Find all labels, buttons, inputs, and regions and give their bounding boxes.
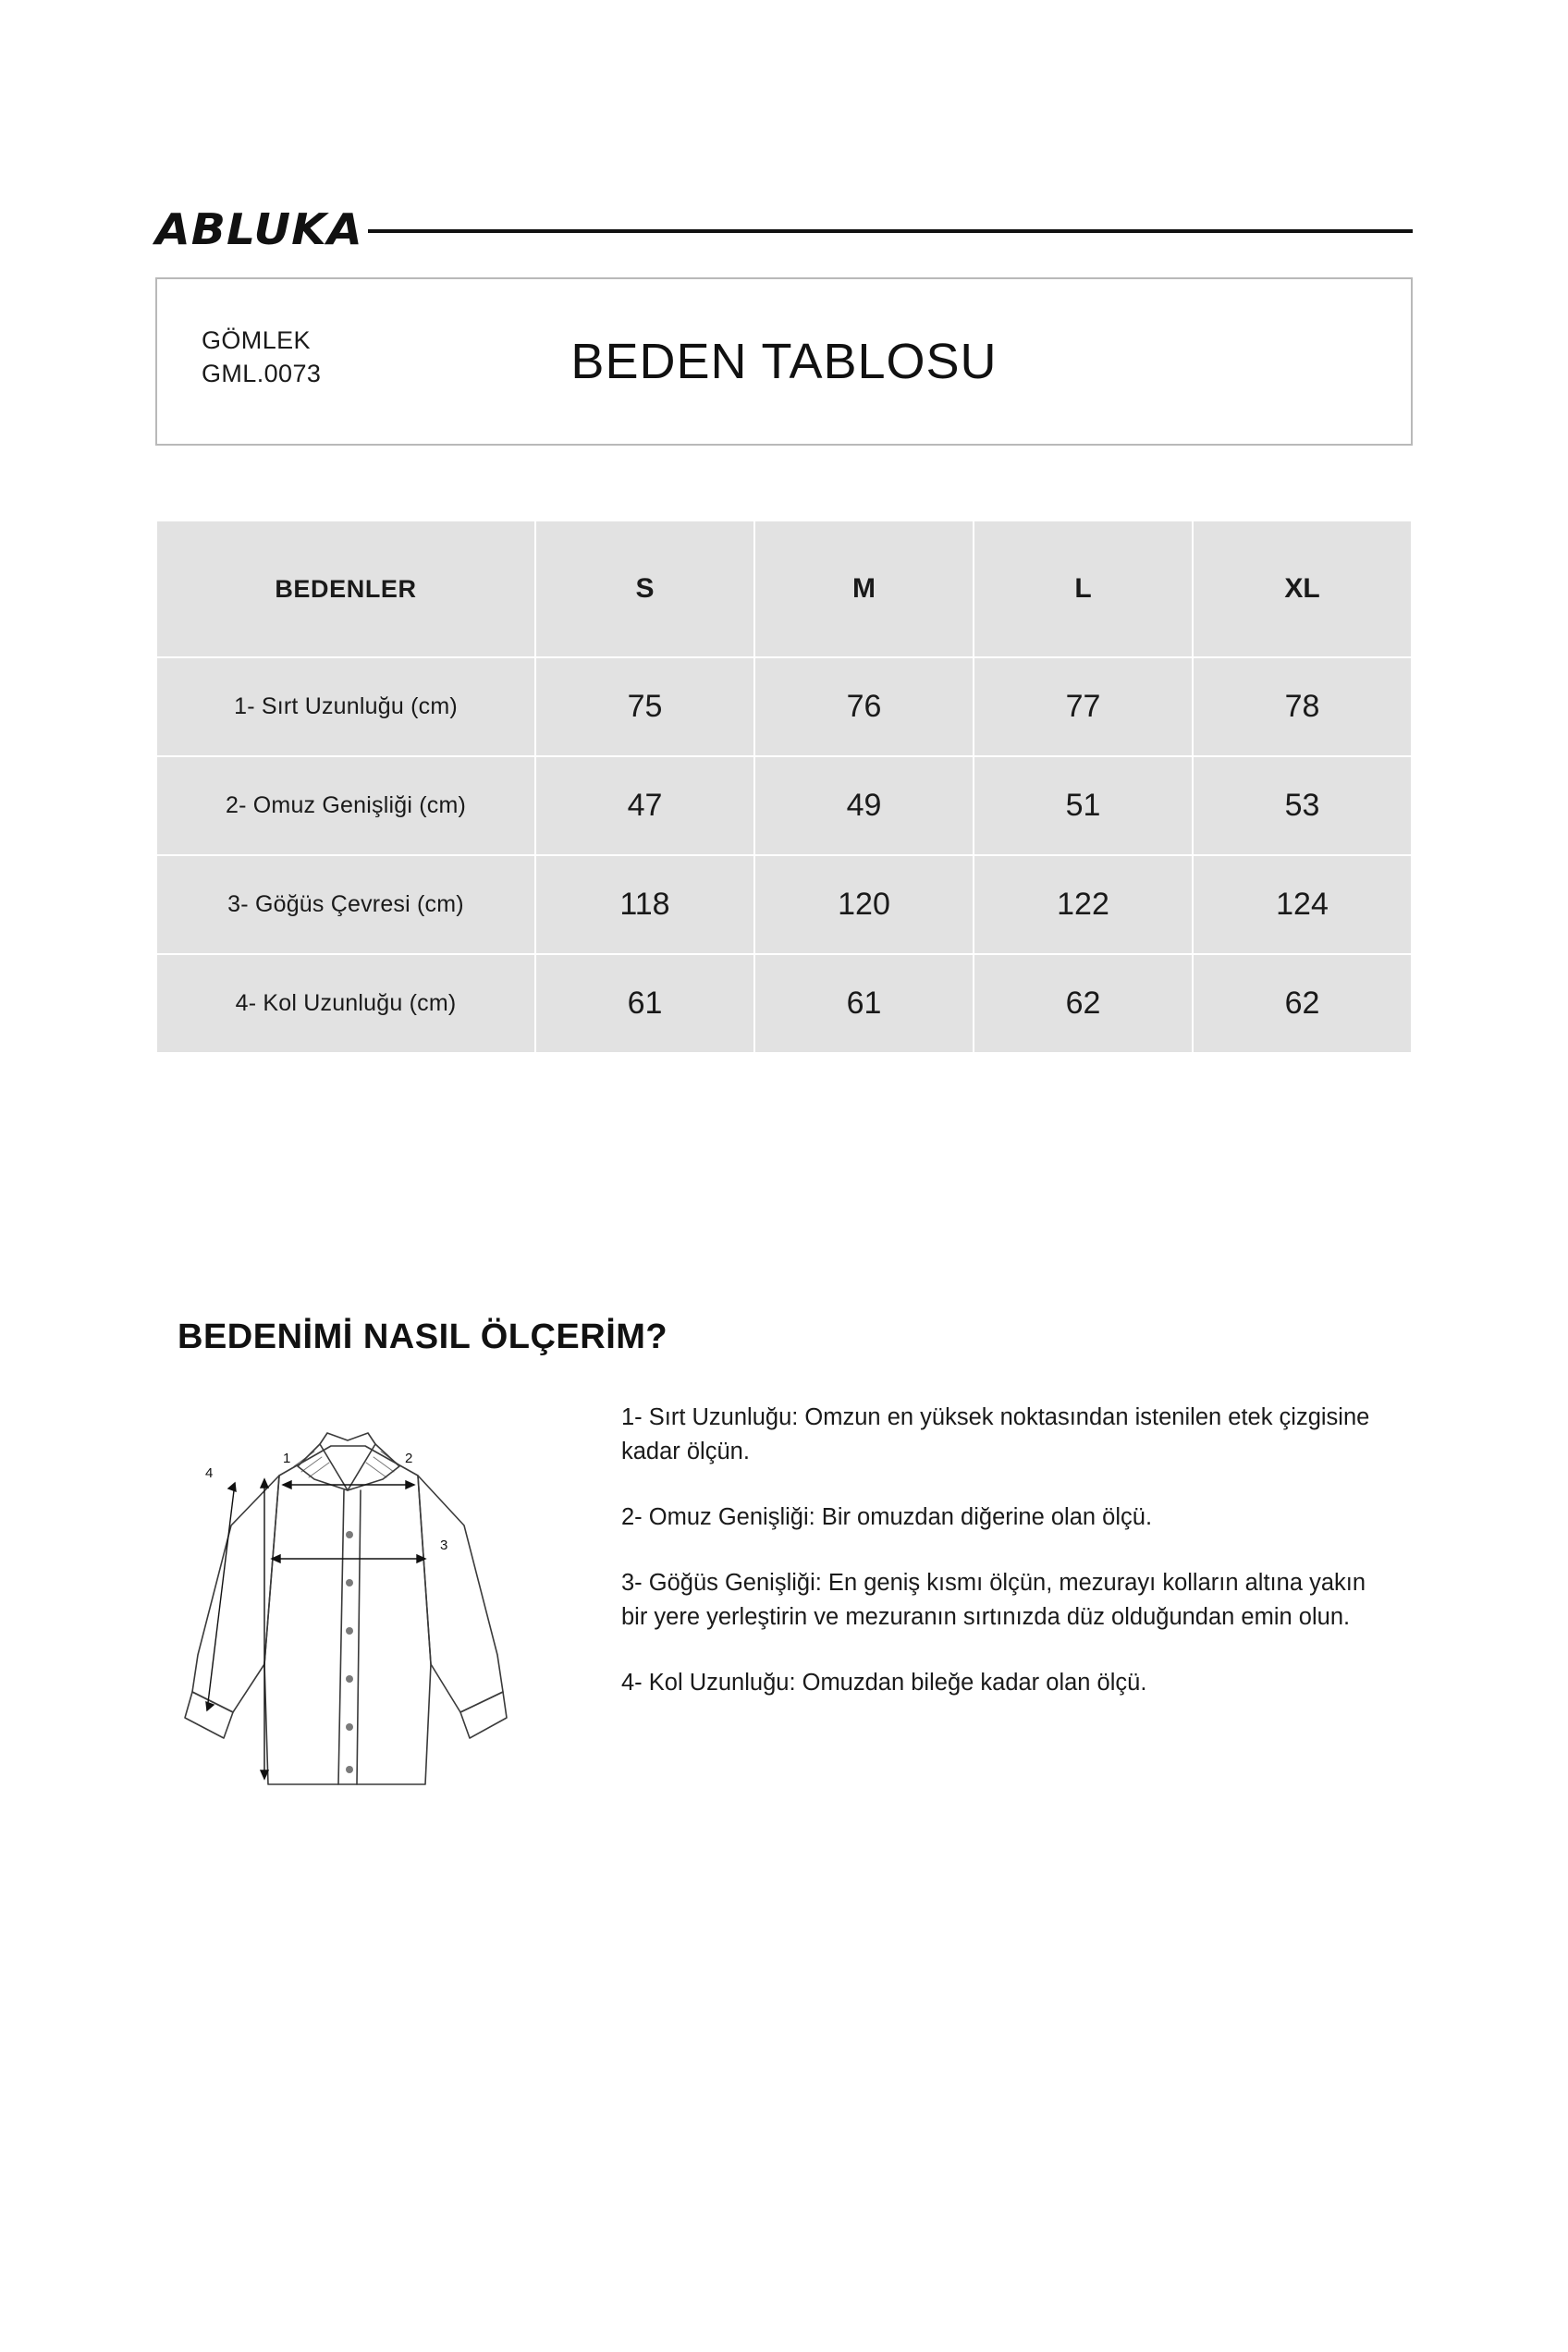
- row-label-sleeve-length: 4- Kol Uzunluğu (cm): [156, 954, 535, 1053]
- cell-shoulder-width-s: 47: [535, 756, 754, 855]
- row-label-shoulder-width: 2- Omuz Genişliği (cm): [156, 756, 535, 855]
- cell-back-length-s: 75: [535, 657, 754, 756]
- instruction-back-length: 1- Sırt Uzunluğu: Omzun en yüksek noktasından istenilen etek çizgisine kadar ölçün.: [621, 1404, 1370, 1464]
- cell-chest-l: 122: [974, 855, 1193, 954]
- cell-back-length-m: 76: [754, 657, 974, 756]
- title-box: [155, 277, 1413, 446]
- cell-chest-s: 118: [535, 855, 754, 954]
- cell-chest-xl: 124: [1193, 855, 1412, 954]
- table-row: [156, 855, 1412, 954]
- cell-sleeve-length-s: 61: [535, 954, 754, 1053]
- instruction-shoulder-width: 2- Omuz Genişliği: Bir omuzdan diğerine olan ölçü.: [621, 1503, 1153, 1530]
- cell-sleeve-length-xl: 62: [1193, 954, 1412, 1053]
- cell-shoulder-width-xl: 53: [1193, 756, 1412, 855]
- table-header-row: [156, 521, 1412, 657]
- table-header-bedenler: BEDENLER: [156, 521, 535, 657]
- instruction-sleeve-length: 4- Kol Uzunluğu: Omuzdan bileğe kadar olan ölçü.: [621, 1669, 1147, 1696]
- product-category: GÖMLEK: [202, 326, 311, 354]
- table-row: [156, 954, 1412, 1053]
- diagram-marker-1: 1: [283, 1451, 291, 1466]
- brand-divider: [368, 229, 1413, 233]
- table-header-size-s: S: [535, 521, 754, 657]
- table-row: [156, 657, 1412, 756]
- row-label-chest: 3- Göğüs Çevresi (cm): [156, 855, 535, 954]
- row-label-back-length: 1- Sırt Uzunluğu (cm): [156, 657, 535, 756]
- cell-shoulder-width-m: 49: [754, 756, 974, 855]
- size-table: [155, 520, 1413, 1054]
- measurement-instructions: [621, 1401, 1370, 1700]
- table-row: [156, 756, 1412, 855]
- cell-chest-m: 120: [754, 855, 974, 954]
- diagram-marker-3: 3: [440, 1537, 448, 1553]
- table-header-size-l: L: [974, 521, 1193, 657]
- brand-header: [155, 202, 1413, 257]
- cell-back-length-l: 77: [974, 657, 1193, 756]
- how-to-measure-title: BEDENİMİ NASIL ÖLÇERİM?: [178, 1317, 668, 1356]
- table-header-size-m: M: [754, 521, 974, 657]
- product-code: GML.0073: [202, 360, 322, 388]
- instruction-chest-width: 3- Göğüs Genişliği: En geniş kısmı ölçün, mezurayı kolların altına yakın bir yere yerleştirin ve mezuranın sırtınızda düz olduğundan emin olun.: [621, 1569, 1366, 1630]
- diagram-marker-2: 2: [405, 1451, 413, 1466]
- shirt-diagram-icon: [176, 1387, 564, 1831]
- cell-shoulder-width-l: 51: [974, 756, 1193, 855]
- brand-logo: ABLUKA: [155, 204, 363, 254]
- table-header-size-xl: XL: [1193, 521, 1412, 657]
- cell-sleeve-length-l: 62: [974, 954, 1193, 1053]
- page-title: BEDEN TABLOSU: [570, 334, 998, 389]
- cell-back-length-xl: 78: [1193, 657, 1412, 756]
- cell-sleeve-length-m: 61: [754, 954, 974, 1053]
- diagram-marker-4: 4: [205, 1465, 214, 1481]
